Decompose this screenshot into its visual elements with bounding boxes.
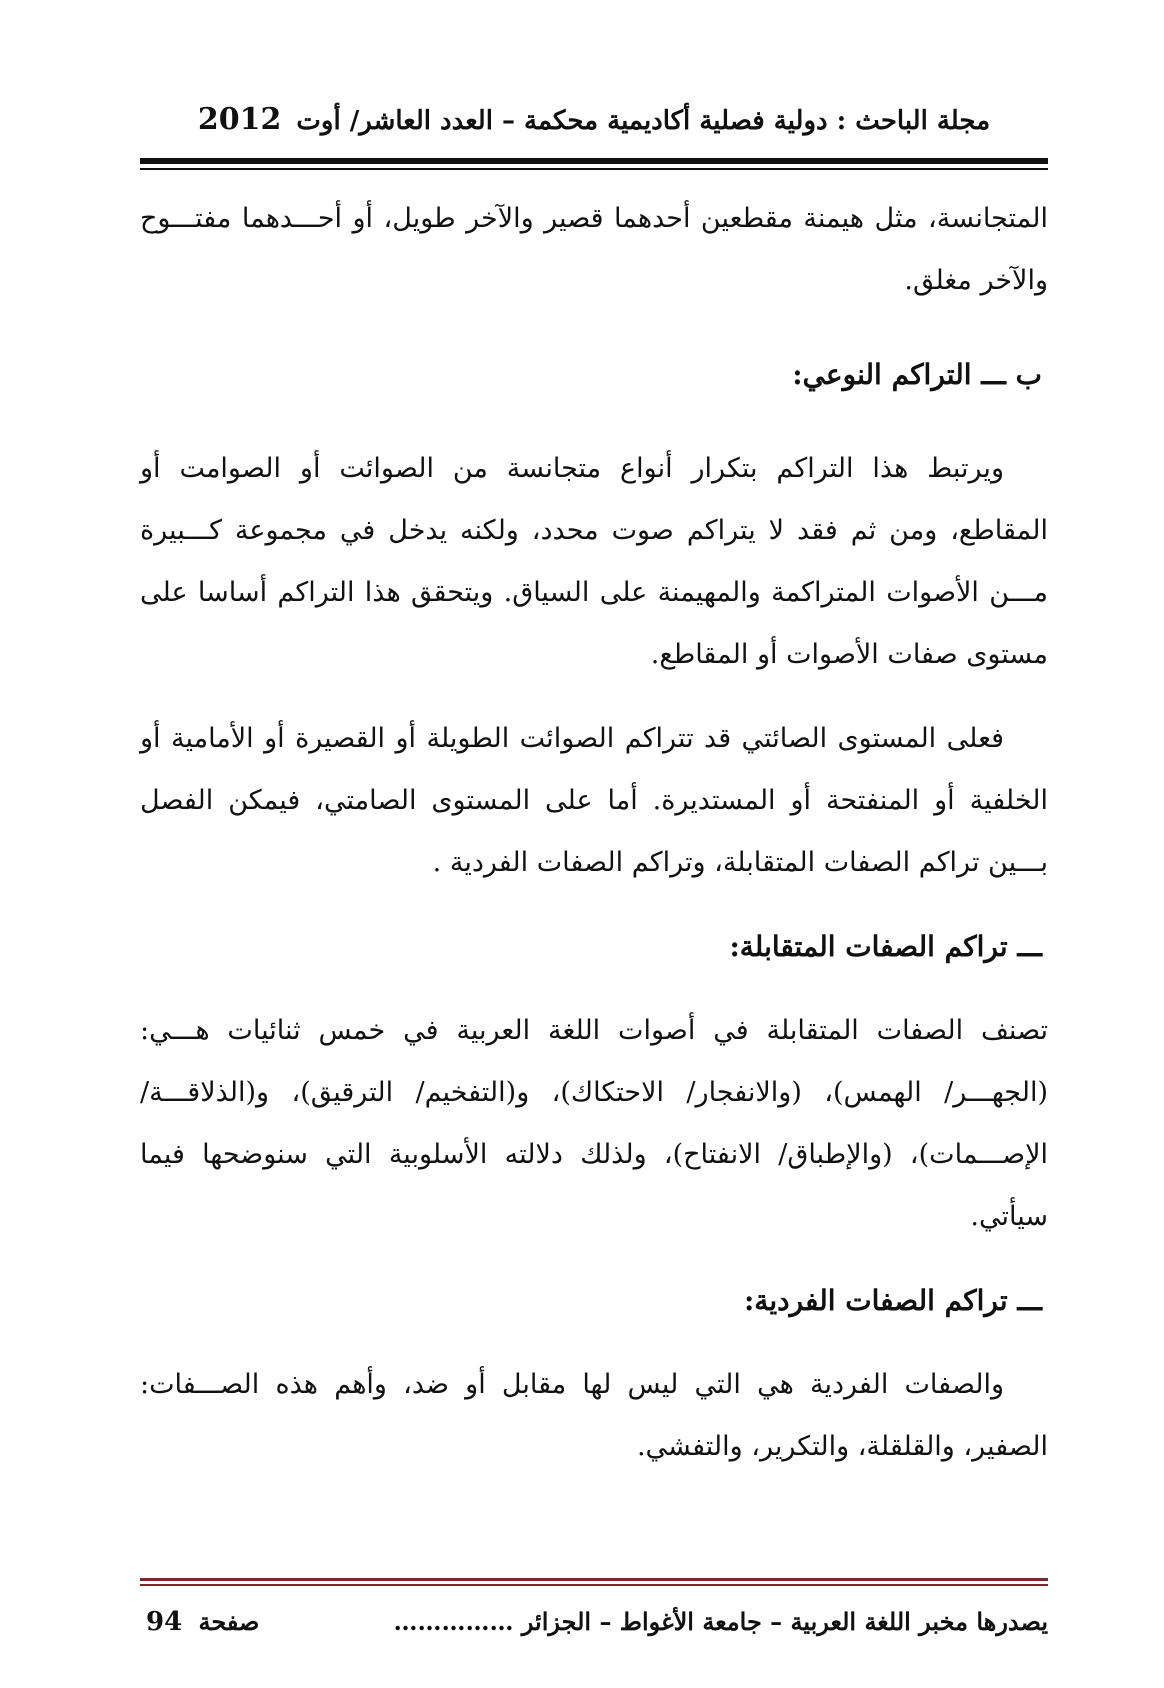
footer-rule-thick — [140, 1578, 1048, 1581]
heading-qualitative-accumulation: ب ـــ التراكم النوعي: — [792, 358, 1042, 391]
page-number-block — [140, 1600, 259, 1644]
heading-opposing-features: ـــ تراكم الصفات المتقابلة: — [729, 930, 1042, 963]
paragraph-5: والصفات الفردية هي التي ليس لها مقابل أو ضد، وأهم هذه الصـــفات: الصفير، والقلقلة، والتكرير، والتفشي. — [140, 1369, 1048, 1462]
page-number: 94 — [146, 1607, 183, 1637]
page-label: صفحة — [198, 1607, 260, 1636]
header-rule-thick — [140, 158, 1048, 164]
paragraph-4: تصنف الصفات المتقابلة في أصوات اللغة العربية في خمس ثنائيات هـــي: (الجهـــر/ الهمس)، (والانفجار/ الاحتكاك)، و(التفخيم/ الترقيق)، و(الذلاقـــة/ الإصـــمات)، (والإطباق/ الانفتاح)، ولذلك دلالته الأسلوبية التي سنوضحها فيما سيأتي. — [140, 1015, 1048, 1232]
article-body — [140, 188, 1048, 1478]
footer-publisher: يصدرها مخبر اللغة العربية – جامعة الأغواط – الجزائر …………… — [393, 1607, 1048, 1636]
paragraph-3: فعلى المستوى الصائتي قد تتراكم الصوائت الطويلة أو القصيرة أو الأمامية أو الخلفية أو المنفتحة أو المستديرة. أما على المستوى الصامتي، فيمكن الفصل بـــين تراكم الصفات المتقابلة، وتراكم الصفات الفردية . — [140, 723, 1048, 878]
page-footer — [140, 1600, 1048, 1644]
page-header — [140, 100, 1048, 141]
heading-individual-features: ـــ تراكم الصفات الفردية: — [743, 1284, 1042, 1317]
footer-rule-thin — [140, 1584, 1048, 1586]
header-rule-thin — [140, 168, 1048, 170]
issue-year: 2012 — [197, 102, 282, 137]
paragraph-2: ويرتبط هذا التراكم بتكرار أنواع متجانسة من الصوائت أو الصوامت أو المقاطع، ومن ثم فقد لا يتراكم صوت محدد، ولكنه يدخل في مجموعة كـــبيرة مـــن الأصوات المتراكمة والمهيمنة على السياق. ويتحقق هذا التراكم أساسا على مستوى صفات الأصوات أو المقاطع. — [140, 453, 1048, 670]
paragraph-1: المتجانسة، مثل هيمنة مقطعين أحدهما قصير والآخر طويل، أو أحـــدهما مفتـــوح والآخر مغلق. — [140, 203, 1048, 296]
journal-title: مجلة الباحث : دولية فصلية أكاديمية محكمة – العدد العاشر/ أوت — [296, 106, 991, 136]
